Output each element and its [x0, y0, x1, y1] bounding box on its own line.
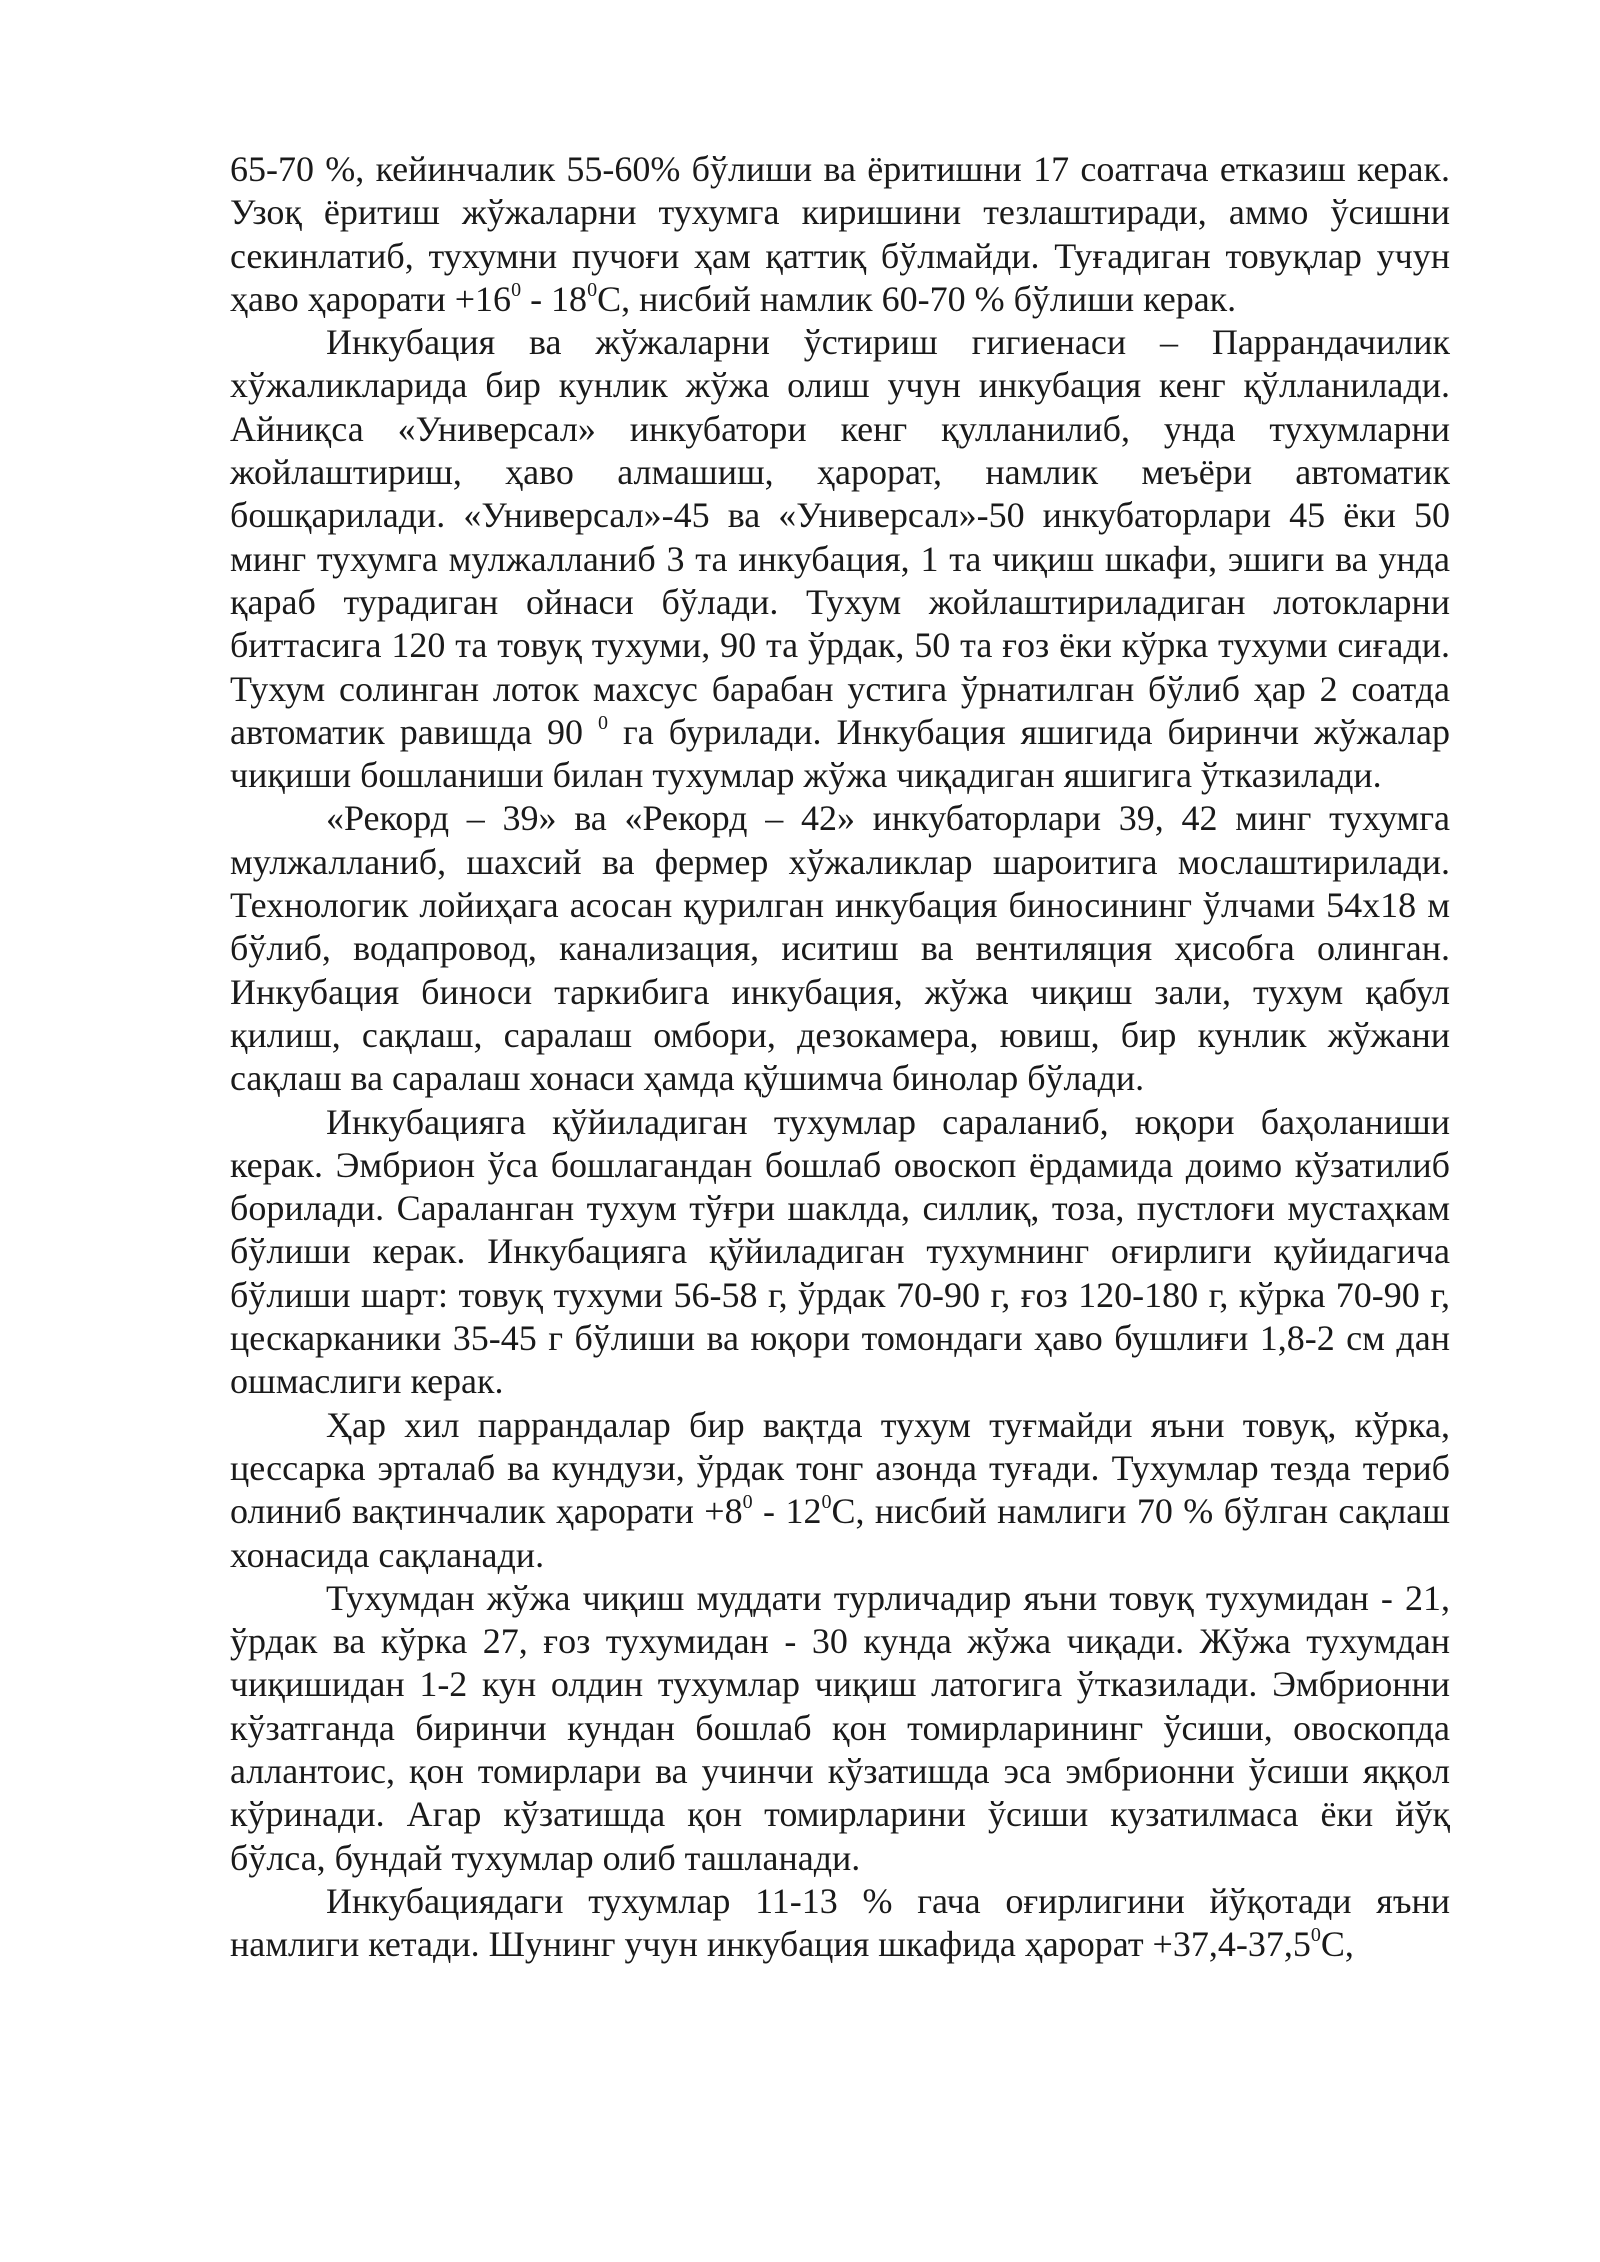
paragraph-3	[230, 797, 1450, 1100]
text-run: га бурилади. Инкубация яшигида биринчи жўжалар чиқиши бошланиши билан тухумлар жўжа чиқадиган яшигига ўтказилади.	[230, 711, 1450, 796]
paragraph-4	[230, 1101, 1450, 1404]
text-run: - 18	[521, 278, 588, 319]
text-run: Тухумдан жўжа чиқиш муддати турличадир яъни товуқ тухумидан - 21, ўрдак ва кўрка 27, ғоз тухумидан - 30 кунда жўжа чиқади. Жўжа тухумдан чиқишидан 1-2 кун олдин тухумлар чиқиш латогига ўтказилади. Эмбрионни кўзатганда биринчи кундан бошлаб қон томирларининг ўсиши, овоскопда аллантоис, қон томирлари ва учинчи кўзатишда эса эмбрионни ўсиши яққол кўринади. Агар кўзатишда қон томирларини ўсиши кузатилмаса ёки йўқ бўлса, бундай тухумлар олиб ташланади.	[230, 1577, 1450, 1878]
text-run: С, нисбий намлик 60-70 % бўлиши керак.	[597, 278, 1237, 319]
text-run: Инкубацияга қўйиладиган тухумлар сараланиб, юқори баҳоланиши керак. Эмбрион ўса бошлагандан бошлаб овоскоп ёрдамида доимо кўзатилиб борилади. Сараланган тухум тўғри шаклда, силлиқ, тоза, пустлоғи мустаҳкам бўлиши керак. Инкубацияга қўйиладиган тухумнинг оғирлиги қуйидагича бўлиши шарт: товуқ тухуми 56-58 г, ўрдак 70-90 г, ғоз 120-180 г, кўрка 70-90 г, цескарканики 35-45 г бўлиши ва юқори томондаги ҳаво бушлиғи 1,8-2 см дан ошмаслиги керак.	[230, 1101, 1450, 1402]
paragraph-6	[230, 1577, 1450, 1880]
degree-superscript: 0	[1310, 1924, 1321, 1947]
document-page	[230, 148, 1450, 1966]
paragraph-5	[230, 1404, 1450, 1577]
degree-superscript: 0	[511, 278, 522, 301]
text-run: - 12	[752, 1491, 822, 1532]
degree-superscript: 0	[598, 711, 608, 734]
text-run: Ҳар хил паррандалар бир вақтда тухум туғмайди яъни товуқ, кўрка, цессарка эрталаб ва кундузи, ўрдак тонг азонда туғади. Тухумлар тезда териб олиниб вақтинчалик ҳарорати +8	[230, 1404, 1450, 1532]
text-run: Инкубация ва жўжаларни ўстириш гигиенаси – Паррандачилик хўжаликларида бир кунлик жўжа олиш учун инкубация кенг қўлланилади. Айниқса «Универсал» инкубатори кенг қулланилиб, унда тухумларни жойлаштириш, ҳаво алмашиш, ҳарорат, намлик меъёри автоматик бошқарилади. «Универсал»-45 ва «Универсал»-50 инкубаторлари 45 ёки 50 минг тухумга мулжалланиб 3 та инкубация, 1 та чиқиш шкафи, эшиги ва унда қараб турадиган ойнаси бўлади. Тухум жойлаштириладиган лотокларни биттасига 120 та товуқ тухуми, 90 та ўрдак, 50 та ғоз ёки кўрка тухуми сиғади. Тухум солинган лоток махсус барабан устига ўрнатилган бўлиб ҳар 2 соатда автоматик равишда 90	[230, 322, 1450, 752]
text-run: «Рекорд – 39» ва «Рекорд – 42» инкубаторлари 39, 42 минг тухумга мулжалланиб, шахсий ва фермер хўжаликлар шароитига мослаштирилади. Технологик лойиҳага асосан қурилган инкубация биносининг ўлчами 54х18 м бўлиб, водапровод, канализация, иситиш ва вентиляция ҳисобга олинган. Инкубация биноси таркибига инкубация, жўжа чиқиш зали, тухум қабул қилиш, сақлаш, саралаш омбори, дезокамера, ювиш, бир кунлик жўжани сақлаш ва саралаш хонаси ҳамда қўшимча бинолар бўлади.	[230, 798, 1450, 1099]
text-run: Инкубациядаги тухумлар 11-13 % гача оғирлигини йўқотади яъни намлиги кетади. Шунинг учун инкубация шкафида ҳарорат +37,4-37,5	[230, 1880, 1450, 1965]
degree-superscript: 0	[821, 1491, 832, 1514]
paragraph-2	[230, 321, 1450, 797]
text-run: С, нисбий намлиги 70 % бўлган сақлаш хонасида сақланади.	[230, 1491, 1450, 1575]
paragraph-1	[230, 148, 1450, 321]
degree-superscript: 0	[587, 278, 598, 301]
text-run: 65-70 %, кейинчалик 55-60% бўлиши ва ёритишни 17 соатгача етказиш керак. Узоқ ёритиш жўжаларни тухумга киришини тезлаштиради, аммо ўсишни секинлатиб, тухумни пучоғи ҳам қаттиқ бўлмайди. Туғадиган товуқлар учун ҳаво ҳарорати +16	[230, 149, 1450, 319]
degree-superscript: 0	[742, 1491, 753, 1514]
text-run: С,	[1320, 1924, 1354, 1965]
paragraph-7	[230, 1880, 1450, 1967]
